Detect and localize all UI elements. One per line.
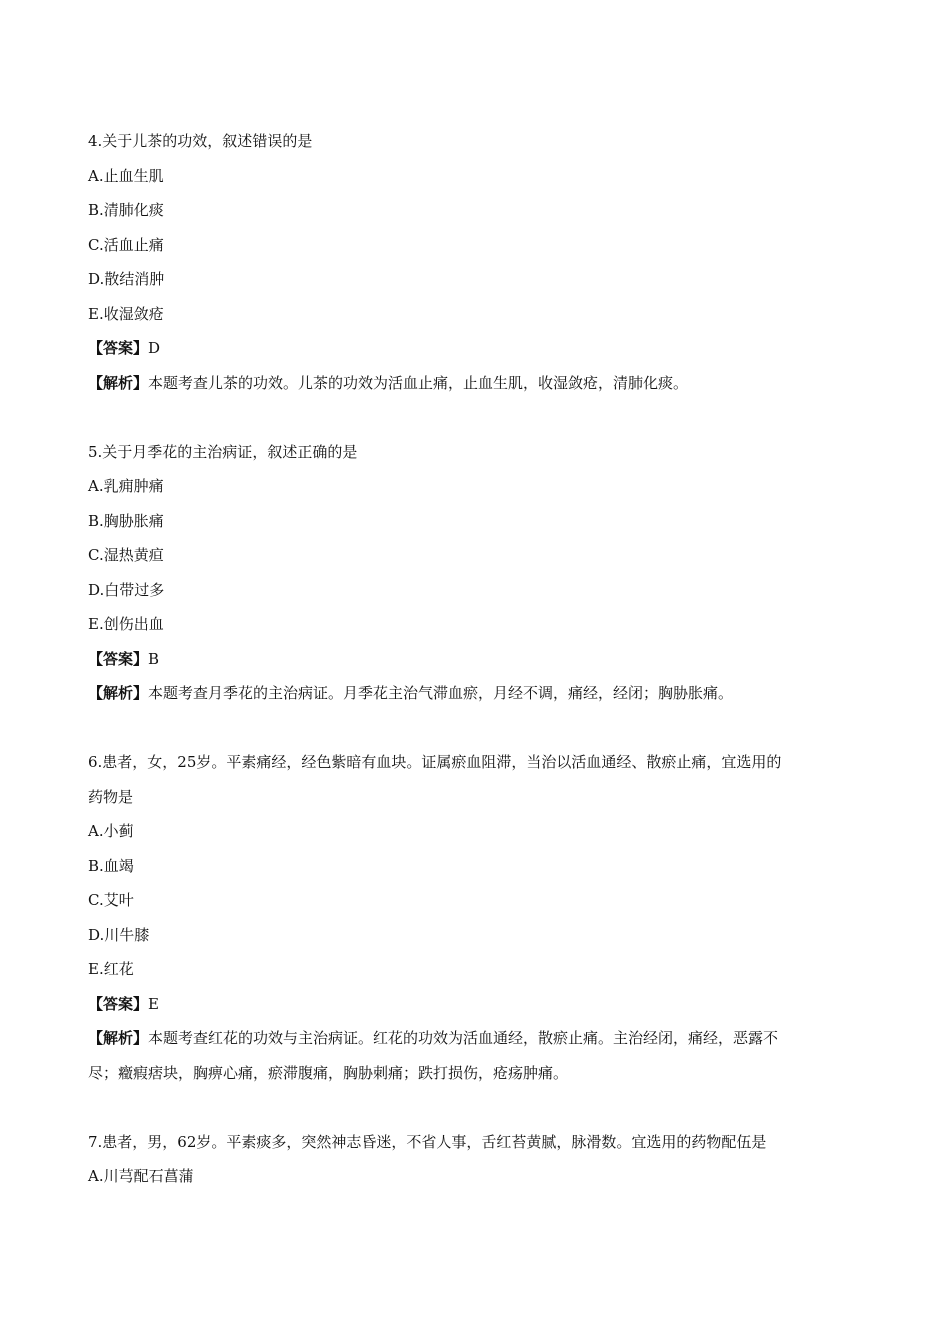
answer-line bbox=[88, 987, 868, 1022]
option-e: E.红花 bbox=[88, 960, 134, 978]
analysis-line-1 bbox=[88, 1021, 868, 1056]
option-d: D.川牛膝 bbox=[88, 925, 150, 944]
analysis-line-2: 尽；癥瘕痞块，胸痹心痛，瘀滞腹痛，胸胁刺痛；跌打损伤，疮疡肿痛。 bbox=[88, 1063, 569, 1082]
analysis-tag: 【解析】 bbox=[88, 684, 149, 702]
question-6 bbox=[88, 745, 868, 1090]
question-stem-line-2: 药物是 bbox=[88, 787, 134, 806]
answer-tag: 【答案】 bbox=[88, 649, 149, 668]
option-a: A.止血生肌 bbox=[88, 166, 164, 185]
question-stem: 7.患者，男，62岁。平素痰多，突然神志昏迷，不省人事，舌红苔黄腻，脉滑数。宜选用的药物配伍是 bbox=[88, 1132, 767, 1151]
analysis-text: 本题考查儿茶的功效。儿茶的功效为活血止痛，止血生肌，收湿敛疮，清肺化痰。 bbox=[148, 373, 689, 392]
option-a: A.小蓟 bbox=[88, 822, 134, 840]
answer-tag: 【答案】 bbox=[88, 994, 149, 1013]
option-b: B.胸胁胀痛 bbox=[88, 511, 164, 530]
option-c: C.艾叶 bbox=[88, 891, 134, 909]
option-a: A.乳痈肿痛 bbox=[88, 477, 164, 495]
document-page bbox=[88, 124, 868, 1194]
option-c: C.活血止痛 bbox=[88, 235, 164, 254]
option-d: D.白带过多 bbox=[88, 580, 165, 599]
answer-line bbox=[88, 331, 868, 366]
option-b: B.血竭 bbox=[88, 856, 134, 875]
answer-value: B bbox=[148, 649, 160, 668]
analysis-tag: 【解析】 bbox=[88, 373, 149, 392]
answer-value: E bbox=[148, 994, 159, 1013]
analysis-tag: 【解析】 bbox=[88, 1029, 149, 1047]
answer-tag: 【答案】 bbox=[88, 339, 149, 357]
analysis-line bbox=[88, 366, 868, 401]
analysis-text: 本题考查月季花的主治病证。月季花主治气滞血瘀，月经不调，痛经，经闭；胸胁胀痛。 bbox=[148, 684, 734, 702]
analysis-text-line-1: 本题考查红花的功效与主治病证。红花的功效为活血通经，散瘀止痛。主治经闭，痛经，恶露不 bbox=[148, 1029, 779, 1047]
question-stem: 5.关于月季花的主治病证，叙述正确的是 bbox=[88, 442, 358, 461]
option-b: B.清肺化痰 bbox=[88, 201, 164, 219]
answer-value: D bbox=[148, 339, 161, 357]
option-e: E.创伤出血 bbox=[88, 615, 164, 633]
option-d: D.散结消肿 bbox=[88, 270, 165, 288]
question-stem-line-1: 6.患者，女，25岁。平素痛经，经色紫暗有血块。证属瘀血阻滞，当治以活血通经、散瘀止痛，宜选用的 bbox=[88, 753, 782, 771]
answer-line bbox=[88, 642, 868, 677]
question-4 bbox=[88, 124, 868, 400]
option-e: E.收湿敛疮 bbox=[88, 304, 164, 323]
question-5 bbox=[88, 435, 868, 711]
question-stem: 4.关于儿茶的功效，叙述错误的是 bbox=[88, 132, 313, 150]
option-a: A.川芎配石菖蒲 bbox=[88, 1167, 194, 1185]
analysis-line bbox=[88, 676, 868, 711]
question-7 bbox=[88, 1125, 868, 1194]
option-c: C.湿热黄疸 bbox=[88, 546, 164, 564]
